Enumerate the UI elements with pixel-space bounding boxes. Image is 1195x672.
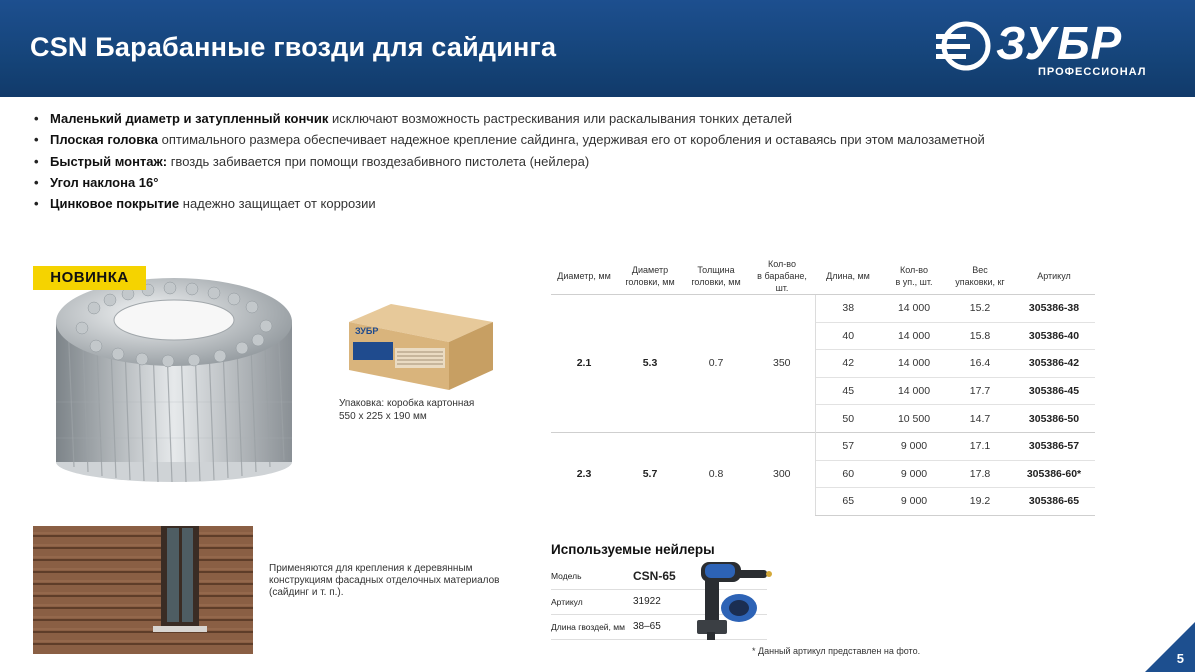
- cell-length: 42: [815, 350, 881, 378]
- siding-photo: [33, 526, 253, 654]
- logo-subtitle: ПРОФЕССИОНАЛ: [1038, 66, 1147, 78]
- cell-head-diameter: 5.7: [617, 432, 683, 515]
- siding-caption-line: конструкциям фасадных отделочных материалов: [269, 575, 500, 586]
- cell-article: 305386-45: [1013, 377, 1095, 405]
- cell-article: 305386-42: [1013, 350, 1095, 378]
- siding-caption-line: (сайдинг и т. п.).: [269, 587, 344, 598]
- zubr-logo: [936, 17, 1166, 80]
- header-article: Артикул: [1037, 271, 1071, 281]
- feature-bold: Цинковое покрытие: [50, 196, 180, 212]
- page-title: CSN Барабанные гвозди для сайдинга: [30, 32, 557, 62]
- cell-pack-qty: 14 000: [881, 350, 947, 378]
- cell-length: 38: [815, 295, 881, 323]
- cell-weight: 19.2: [947, 488, 1013, 516]
- header-length: Длина, мм: [826, 271, 870, 281]
- feature-item: [34, 151, 985, 172]
- new-badge: НОВИНКА: [33, 266, 146, 290]
- header-drum-qty: Кол-во в барабане, шт.: [757, 259, 807, 293]
- cell-drum-qty: 350: [749, 295, 815, 433]
- cell-article: 305386-65: [1013, 488, 1095, 516]
- header-weight: Вес упаковки, кг: [955, 265, 1005, 287]
- cell-weight: 15.2: [947, 295, 1013, 323]
- nailer-value: 38–65: [633, 614, 767, 639]
- cell-article: 305386-38: [1013, 295, 1095, 323]
- page-header: [0, 0, 1195, 97]
- cell-pack-qty: 14 000: [881, 322, 947, 350]
- header-head-thickness: Толщина головки, мм: [691, 265, 741, 287]
- header-diameter: Диаметр, мм: [557, 271, 611, 281]
- cell-pack-qty: 9 000: [881, 460, 947, 488]
- cell-pack-qty: 10 500: [881, 405, 947, 433]
- cell-pack-qty: 14 000: [881, 377, 947, 405]
- cell-diameter: 2.3: [551, 432, 617, 515]
- footnote: * Данный артикул представлен на фото.: [752, 646, 921, 656]
- cell-head-thickness: 0.8: [683, 432, 749, 515]
- table-row: [551, 432, 1095, 460]
- feature-text: гвоздь забивается при помощи гвоздезабивного пистолета (нейлера): [167, 153, 590, 169]
- feature-bold: Маленький диаметр и затупленный кончик: [50, 111, 329, 126]
- spec-table: [551, 258, 1095, 516]
- box-brand-text: ЗУБР: [355, 326, 379, 336]
- table-row: [551, 295, 1095, 323]
- feature-bold: Угол наклона 16°: [50, 174, 159, 190]
- packaging-caption-line: Упаковка: коробка картонная: [339, 398, 475, 409]
- feature-item: [34, 193, 985, 214]
- feature-item: [34, 108, 985, 129]
- nailer-value: 31922: [633, 589, 767, 614]
- cell-diameter: 2.1: [551, 295, 617, 433]
- cell-weight: 15.8: [947, 322, 1013, 350]
- packaging-caption: [339, 397, 474, 423]
- nailer-key: Модель: [551, 564, 633, 589]
- cell-weight: 16.4: [947, 350, 1013, 378]
- cell-article: 305386-40: [1013, 322, 1095, 350]
- spec-header-row: [551, 258, 1095, 295]
- cell-length: 57: [815, 432, 881, 460]
- cell-length: 50: [815, 405, 881, 433]
- feature-item: [34, 129, 985, 150]
- nailer-image: [693, 556, 773, 640]
- cell-pack-qty: 9 000: [881, 432, 947, 460]
- cell-pack-qty: 14 000: [881, 295, 947, 323]
- cell-weight: 17.7: [947, 377, 1013, 405]
- page-corner: [1145, 622, 1195, 672]
- cell-length: 40: [815, 322, 881, 350]
- feature-text: надежно защищает от коррозии: [179, 196, 376, 212]
- cell-article: 305386-60*: [1013, 460, 1095, 488]
- header-head-diameter: Диаметр головки, мм: [625, 265, 675, 287]
- siding-caption-line: Применяются для крепления к деревянным: [269, 563, 473, 574]
- nailer-value: CSN-65: [633, 564, 767, 589]
- cell-weight: 17.8: [947, 460, 1013, 488]
- feature-bold: Быстрый монтаж:: [50, 153, 168, 169]
- packaging-box-image: [345, 300, 495, 392]
- cell-length: 65: [815, 488, 881, 516]
- cell-length: 45: [815, 377, 881, 405]
- cell-article: 305386-50: [1013, 405, 1095, 433]
- cell-length: 60: [815, 460, 881, 488]
- nailer-key: Артикул: [551, 589, 633, 614]
- siding-caption: [269, 563, 519, 599]
- cell-drum-qty: 300: [749, 432, 815, 515]
- feature-list: [34, 108, 985, 214]
- header-pack-qty: Кол-во в уп., шт.: [895, 265, 933, 287]
- feature-bold: Плоская головка: [50, 132, 158, 148]
- nailer-key: Длина гвоздей, мм: [551, 614, 633, 639]
- logo-mark-icon: [936, 20, 994, 72]
- feature-text: исключают возможность растрескивания или раскалывания тонких деталей: [328, 111, 792, 126]
- page-number: 5: [1176, 651, 1184, 666]
- nail-coil-image: [34, 262, 314, 488]
- cell-head-thickness: 0.7: [683, 295, 749, 433]
- logo-wordmark: ЗУБР: [996, 17, 1123, 69]
- cell-pack-qty: 9 000: [881, 488, 947, 516]
- packaging-caption-line: 550 х 225 х 190 мм: [339, 411, 427, 422]
- cell-weight: 14.7: [947, 405, 1013, 433]
- cell-weight: 17.1: [947, 432, 1013, 460]
- feature-item: [34, 172, 985, 193]
- cell-head-diameter: 5.3: [617, 295, 683, 433]
- feature-text: оптимального размера обеспечивает надежное крепление сайдинга, удерживая его от коробления и оставаясь при этом малозаметной: [157, 132, 985, 148]
- nailers-title: Используемые нейлеры: [551, 542, 715, 557]
- cell-article: 305386-57: [1013, 432, 1095, 460]
